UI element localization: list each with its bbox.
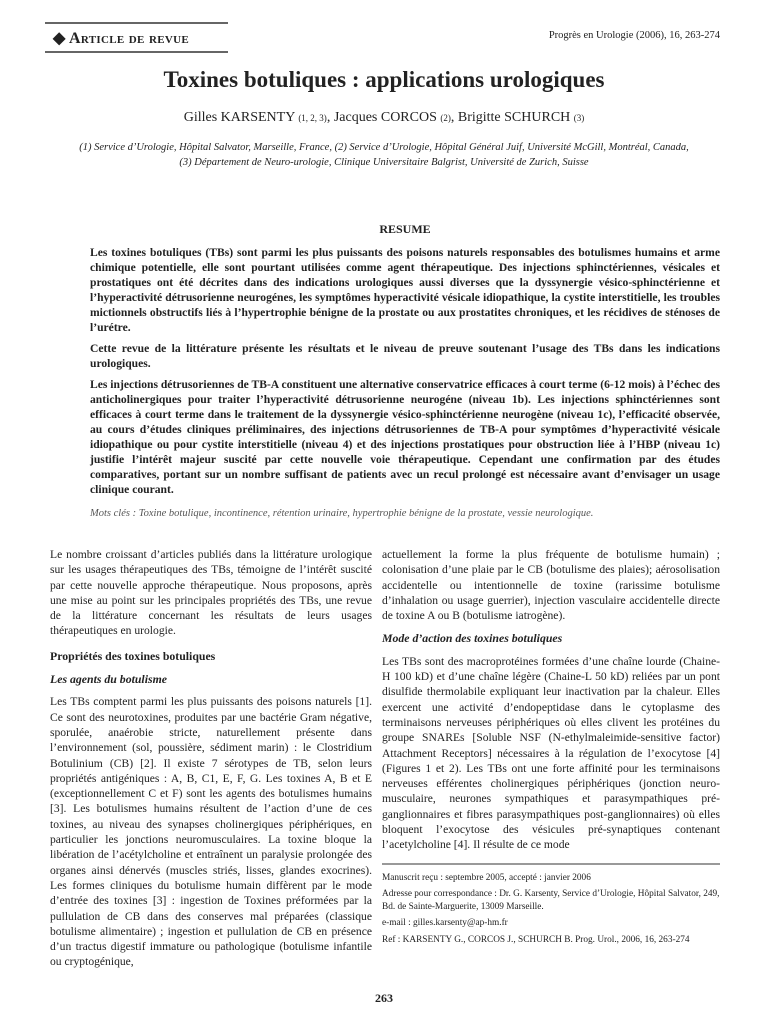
- affiliations: [40, 140, 728, 170]
- author-affiliation: (2): [440, 113, 451, 123]
- affiliation-line: (3) Département de Neuro-urologie, Clinique Universitaire Balgrist, Université de Zurich, Suisse: [179, 157, 589, 168]
- abstract-heading: RESUME: [379, 222, 431, 236]
- body-paragraph: actuellement la forme la plus fréquente de botulisme humain) ; colonisation d’une plaie par le CB (botulisme des plaies); aérosolisation accidentelle ou intentionnelle de toxine (rarissime botulisme d’inhalation ou usage guerrier), injection vasculaire accidentelle directe de toxine A ou B (botulisme iatrogène).: [382, 548, 720, 623]
- abstract-paragraph: Les toxines botuliques (TBs) sont parmi les plus puissants des poisons naturels responsables des botulismes humains et arme chimique potentielle, elle sont pourtant utilisées comme agent thérapeutique. Des injections sphinctériennes, vésicales et prostatiques ont été décrites dans des indications urologiques aussi diverses que la dyssynergie vésico-sphinctérienne et l’hyperactivité détrusorienne neurogénes, les symptômes hyperactivité vésicale idiopathique, la cystite interstitielle, les troubles mictionnels obstructifs liés à l’hypertrophie bénigne de la prostate ou aux prostatites chroniques, et les récidives de sténoses de l’urétre.: [90, 246, 720, 334]
- affiliation-line: (1) Service d’Urologie, Hôpital Salvator, Marseille, France, (2) Service d’Urologie, Hôpital Général Juif, Université McGill, Montréal, Canada,: [79, 142, 689, 153]
- article-header: [0, 0, 768, 222]
- correspondence-address: Adresse pour correspondance : Dr. G. Karsenty, Service d’Urologie, Hôpital Salvator, 249, Bd. de Sainte-Marguerite, 13009 Marseille.: [382, 889, 720, 912]
- journal-citation: Progrès en Urologie (2006), 16, 263-274: [548, 30, 720, 41]
- reference: Ref : KARSENTY G., CORCOS J., SCHURCH B. Prog. Urol., 2006, 16, 263-274: [382, 934, 690, 945]
- received-date: Manuscrit reçu : septembre 2005, accepté : janvier 2006: [382, 872, 591, 883]
- body-columns: [50, 547, 720, 977]
- left-column: [50, 547, 372, 977]
- right-column: [382, 547, 720, 950]
- page-number: 263: [375, 990, 393, 1005]
- author-name: Brigitte SCHURCH: [457, 110, 571, 125]
- article-type-tag: ◆ Article de revue: [45, 22, 228, 53]
- article-title: Toxines botuliques : applications urologiques: [163, 67, 605, 92]
- body-paragraph: Les TBs sont des macroprotéines formées d’une chaîne lourde (Chaine-H 100 kD) et d’une chaîne légère (Chaine-L 50 kD) reliées par un pont disulfide thermolabile expliquant leur inactivation par la chaleur. Elles exercent une activité d’endopeptidase dans le cytoplasme des terminaisons nerveuses périphériques où elles clivent les protéines du groupe SNAREs [Soluble NSF (N-ethylmaleimide-sensitive factor) Attachment Receptors] nécessaires à la régulation de l’exocytose [4] (Figures 1 et 2). Les TBs ont une forte affinité pour les terminaisons nerveuses efférentes cholinergiques périphériques (jonction neuro-musculaire, neurones sympathiques et parasympathiques pré-ganglionnaires et fibres parasympathiques post-ganglionnaires) où elles bloquent l’exocytose des vésicules pré-synaptiques contenant l’acetylcholine [4]. Il résulte de ce mode: [382, 654, 720, 852]
- body-paragraph: Les TBs comptent parmi les plus puissants des poisons naturels [1]. Ce sont des neurotoxines, produites par une bactérie Gram négative, sporulée, anaérobie stricte, naturellement présente dans l’environnement (sol, poussière, sédiment marin) : le Clostridium Botulinium (CB) [2]. Il existe 7 sérotypes de TB, selon leurs propriétés antigéniques : A, B, C1, E, F, G. Les toxines A, B et E (exceptionnellement C et F) sont les agents des botulismes humains [3]. Les botulismes humains résultent de l’action d’une de ces toxines, au niveau des synapses cholinergiques périphériques, en particulier les jonctions neuromusculaires. La toxine bloque la libération de l’acétylcholine et entraînent un paralysie prolongée des organes ainsi dénervés (muscles striés, lisses, glandes exocrines). Les formes cliniques du botulisme humain diffèrent par le mode d’entrée des toxines [3] : ingestion de Toxines préformées par la pullulation de CB dans des conserves mal préparées (classique botulisme alimentaire) ; ingestion et pullulation de CB en présence d’un tractus digestif immature ou pathologique (botulisme infantile ou cryptogénique,: [50, 695, 372, 969]
- article-footnote: [382, 863, 720, 947]
- subsection-heading: Les agents du botulisme: [50, 672, 167, 687]
- author-affiliation: (1, 2, 3): [298, 113, 327, 123]
- abstract-paragraph: Cette revue de la littérature présente les résultats et le niveau de preuve soutenant l’usage des TBs dans les indications urologiques.: [90, 342, 720, 370]
- email-link[interactable]: e-mail : gilles.karsenty@ap-hm.fr: [382, 918, 508, 929]
- abstract-paragraph: Les injections détrusoriennes de TB-A constituent une alternative conservatrice efficaces à court terme (6-12 mois) à l’échec des anticholinergiques pour traiter l’hyperactivité détrusorienne neurogéne (niveau 1b). Les injections sphinctériennes sont efficaces à court terme dans le traitement de la dyssynergie vésico-sphinctérienne neurogène (niveau 1c), l’efficacité observée, au cours d’études cliniques préliminaires, des injections détrusoriennes de TB-A pour symptômes d’hyperactivité vésicale idiopathique ou pour cystite interstitielle (niveau 4) et des injections prostatiques pour obstruction liée à l’HBP (niveau 1c) justifie l’intérêt majeur suscité par cette nouvelle voie thérapeutique. Cependant une confirmation par des études comparatives, portant sur un nombre suffisant de patients avec un recul prolongé est nécessaire avant d’envisager un usage clinique courant.: [90, 378, 720, 496]
- author-affiliation: (3): [573, 113, 585, 123]
- keywords: Mots clés : Toxine botulique, incontinence, rétention urinaire, hypertrophie bénigne de la prostate, vessie neurologique.: [90, 508, 594, 519]
- subsection-heading: Mode d’action des toxines botuliques: [382, 631, 563, 646]
- author-list: Gilles KARSENTY (1, 2, 3), Jacques CORCOS (2), Brigitte SCHURCH (3): [183, 110, 585, 125]
- author-name: Jacques CORCOS: [333, 110, 437, 125]
- author-name: Gilles KARSENTY: [183, 110, 295, 125]
- abstract: [90, 222, 720, 521]
- section-heading: Propriétés des toxines botuliques: [50, 648, 216, 663]
- body-paragraph: Le nombre croissant d’articles publiés dans la littérature urologique sur les usages thérapeutiques des TBs, témoigne de l’intérêt suscité par cette nouvelle approche thérapeutique. Nous proposons, après une mise au point sur les principales propriétés des TBs, une revue de la littérature concernant les résultats de leurs usages thérapeutiques en urologie.: [50, 548, 372, 638]
